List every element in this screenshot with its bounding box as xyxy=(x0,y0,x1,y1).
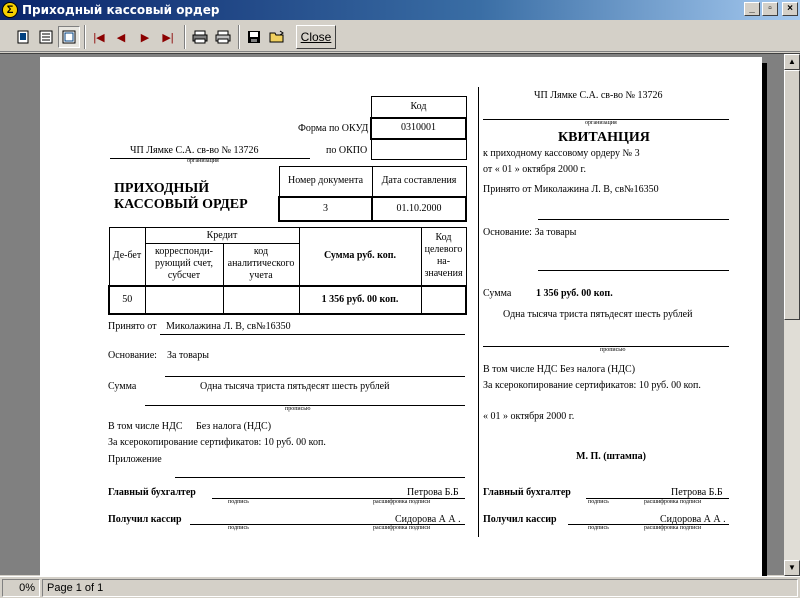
window-title: Приходный кассовый ордер xyxy=(22,3,220,17)
analytic-code-value xyxy=(223,286,299,314)
toolbar-separator xyxy=(84,25,86,49)
order-title-line2: КАССОВЫЙ ОРДЕР xyxy=(114,197,248,212)
sum-label: Сумма xyxy=(108,381,137,392)
receipt-basis: Основание: За товары xyxy=(483,227,577,238)
vat-label: В том числе НДС xyxy=(108,421,183,432)
printer-setup-icon xyxy=(192,30,208,44)
receipt-cashier-decode-caption: расшифровка подписи xyxy=(644,525,702,531)
received-from-label: Принято от xyxy=(108,321,157,332)
first-page-icon: |◀ xyxy=(93,31,105,44)
toolbar-separator xyxy=(238,25,240,49)
receipt-chief-accountant-name: Петрова Б.Б xyxy=(671,487,723,498)
app-icon[interactable]: Σ xyxy=(2,2,18,18)
last-page-button[interactable] xyxy=(157,26,179,48)
in-words-caption: прописью xyxy=(285,406,311,412)
print-setup-button[interactable] xyxy=(189,26,211,48)
chief-accountant-label: Главный бухгалтер xyxy=(108,487,196,498)
print-button[interactable] xyxy=(212,26,234,48)
prev-page-button[interactable] xyxy=(110,26,132,48)
receipt-chief-decode-caption: расшифровка подписи xyxy=(644,499,702,505)
basis-label: Основание: xyxy=(108,350,157,361)
extra-line: За ксерокопирование сертификатов: 10 руб. 00 коп. xyxy=(108,437,326,448)
save-button[interactable] xyxy=(243,26,265,48)
receipt-received-line xyxy=(538,219,729,220)
debet-value: 50 xyxy=(109,286,145,314)
received-from-line xyxy=(160,334,465,335)
corr-account-value xyxy=(145,286,223,314)
preview-area[interactable] xyxy=(0,53,800,575)
receipt-org-name: ЧП Лямке С.А. св-во № 13726 xyxy=(534,90,663,101)
code-table xyxy=(370,96,467,160)
page-icon xyxy=(16,30,30,44)
open-button[interactable] xyxy=(266,26,288,48)
doc-date: 01.10.2000 xyxy=(372,197,466,221)
prev-page-icon: ◀ xyxy=(116,31,126,44)
receipt-received-from: Принято от Миколажина Л. В, св№16350 xyxy=(483,184,659,195)
vertical-scrollbar[interactable] xyxy=(784,54,800,576)
receipt-cashier-signature-caption: подпись xyxy=(588,525,609,531)
okud-label: Форма по ОКУД xyxy=(298,123,369,134)
okud-value: 0310001 xyxy=(371,118,466,139)
corr-account-header: корреспонди-рующий счет, субсчет xyxy=(145,244,223,286)
received-from-value: Миколажина Л. В, св№16350 xyxy=(166,321,291,332)
vat-value: Без налога (НДС) xyxy=(196,421,272,432)
zoom-indicator: 0% xyxy=(2,579,40,597)
doc-number-header: Номер документа xyxy=(279,167,372,197)
maximize-button[interactable]: ▫ xyxy=(762,2,778,16)
doc-date-header: Дата составления xyxy=(372,167,466,197)
debet-header: Де-бет xyxy=(109,228,145,286)
whole-page-button[interactable] xyxy=(58,26,80,48)
toolbar xyxy=(0,20,800,52)
last-page-icon: ▶| xyxy=(162,31,174,44)
minimize-button[interactable]: _ xyxy=(744,2,760,16)
lines-icon xyxy=(39,30,53,44)
printer-icon xyxy=(215,30,231,44)
window-controls xyxy=(744,2,798,16)
accounting-table xyxy=(108,227,467,315)
okpo-label: по ОКПО xyxy=(326,145,368,156)
cashier-label: Получил кассир xyxy=(108,514,182,525)
page-width-button[interactable] xyxy=(35,26,57,48)
attachment-line xyxy=(175,477,465,478)
floppy-disk-icon xyxy=(247,30,261,44)
zoom-page-button[interactable] xyxy=(12,26,34,48)
attachment-label: Приложение xyxy=(108,454,162,465)
first-page-button[interactable] xyxy=(88,26,110,48)
receipt-vat: В том числе НДС Без налога (НДС) xyxy=(483,364,636,375)
receipt-org-caption: организация xyxy=(585,120,617,126)
scroll-thumb[interactable] xyxy=(784,70,800,320)
basis-line xyxy=(165,376,465,377)
next-page-button[interactable] xyxy=(134,26,156,48)
receipt-to-order: к приходному кассовому ордеру № 3 xyxy=(483,148,640,159)
status-bar xyxy=(0,576,800,598)
report-page xyxy=(40,57,762,576)
chief-signature-caption: подпись xyxy=(228,499,249,505)
sum-header: Сумма руб. коп. xyxy=(299,228,421,286)
order-title-line1: ПРИХОДНЫЙ xyxy=(114,181,210,196)
sum-words: Одна тысяча триста пятьдесят шесть рублей xyxy=(200,381,390,392)
org-caption: организация xyxy=(187,158,219,164)
receipt-sum-words: Одна тысяча триста пятьдесят шесть рублей xyxy=(503,309,693,320)
receipt-chief-signature-caption: подпись xyxy=(588,499,609,505)
page-indicator: Page 1 of 1 xyxy=(42,579,798,597)
credit-header: Кредит xyxy=(145,228,299,244)
cashier-name: Сидорова А А . xyxy=(395,514,461,525)
chief-accountant-name: Петрова Б.Б xyxy=(407,487,459,498)
scroll-up-arrow[interactable]: ▲ xyxy=(784,54,800,70)
page-shadow xyxy=(762,63,767,576)
title-bar xyxy=(0,0,800,20)
cut-line xyxy=(478,87,479,537)
receipt-chief-accountant-label: Главный бухгалтер xyxy=(483,487,571,498)
basis-value: За товары xyxy=(167,350,209,361)
cashier-signature-caption: подпись xyxy=(228,525,249,531)
doc-number-date-table xyxy=(278,166,467,222)
receipt-extra-line: За ксерокопирование сертификатов: 10 руб. 00 коп. xyxy=(483,380,701,391)
kod-header: Код xyxy=(371,97,466,118)
org-name: ЧП Лямке С.А. св-во № 13726 xyxy=(130,145,259,156)
receipt-basis-line xyxy=(538,270,729,271)
receipt-date-line: « 01 » октября 2000 г. xyxy=(483,411,575,422)
toolbar-separator xyxy=(184,25,186,49)
close-window-button[interactable]: × xyxy=(782,2,798,16)
receipt-in-words-caption: прописью xyxy=(600,347,626,353)
close-button[interactable]: Close xyxy=(296,25,336,49)
purpose-code-header: Код целевого на-значения xyxy=(421,228,466,286)
receipt-cashier-name: Сидорова А А . xyxy=(660,514,726,525)
analytic-code-header: код аналитического учета xyxy=(223,244,299,286)
receipt-cashier-label: Получил кассир xyxy=(483,514,557,525)
next-page-icon: ▶ xyxy=(140,31,150,44)
scroll-down-arrow[interactable]: ▼ xyxy=(784,560,800,576)
okpo-value xyxy=(371,139,466,160)
chief-signature-decode-caption: расшифровка подписи xyxy=(373,499,431,505)
receipt-sum-value: 1 356 руб. 00 коп. xyxy=(536,288,613,299)
sum-value: 1 356 руб. 00 коп. xyxy=(299,286,421,314)
purpose-code-value xyxy=(421,286,466,314)
cashier-signature-decode-caption: расшифровка подписи xyxy=(373,525,431,531)
receipt-stamp: М. П. (штампа) xyxy=(576,451,646,462)
fit-page-icon xyxy=(62,30,76,44)
receipt-sum-label: Сумма xyxy=(483,288,512,299)
doc-number: 3 xyxy=(279,197,372,221)
receipt-from-date: от « 01 » октября 2000 г. xyxy=(483,164,586,175)
receipt-title: КВИТАНЦИЯ xyxy=(558,130,650,145)
folder-open-icon xyxy=(269,30,285,44)
